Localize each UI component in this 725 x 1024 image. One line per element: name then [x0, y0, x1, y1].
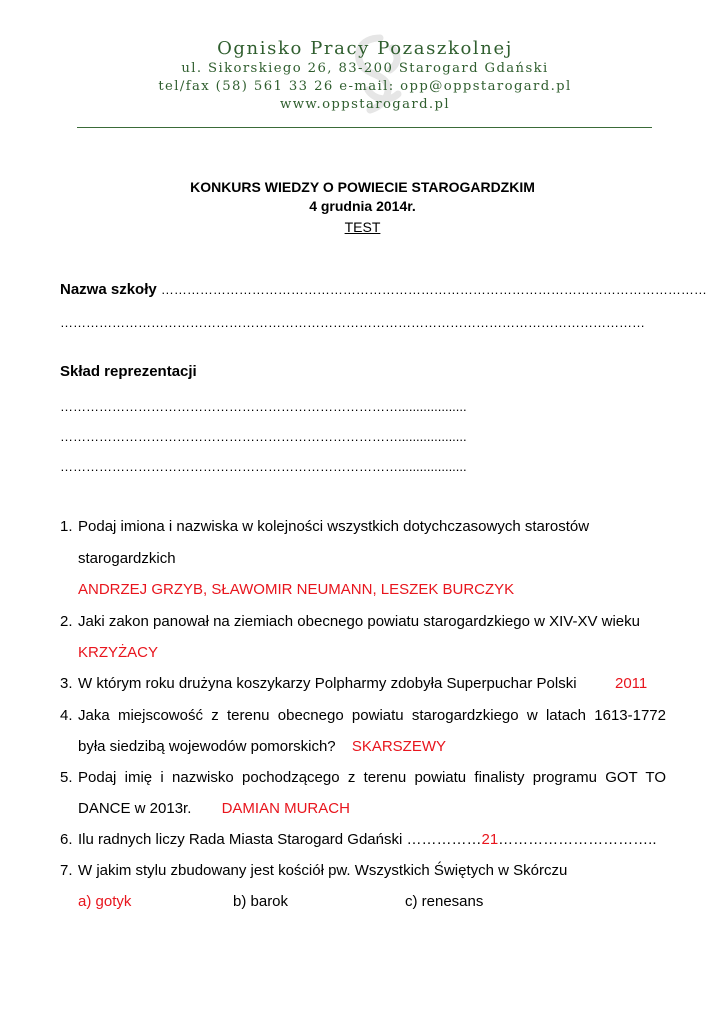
- school-name-blank: ………………………………………………………………………………………………………………: [160, 282, 707, 297]
- team-member-blank: ……………………………………………………………………...................: [60, 429, 467, 444]
- question-text: W którym roku drużyna koszykarzy Polpharmy zdobyła Superpuchar Polski: [78, 675, 577, 692]
- contest-date: 4 grudnia 2014r.: [309, 198, 416, 214]
- answer-option: b) barok: [233, 893, 289, 910]
- answer-blank: …………………………..: [498, 831, 657, 848]
- school-name-row: [60, 280, 707, 300]
- question-text: Jaka miejscowość z terenu obecnego powiatu starogardzkiego w latach 1613-1772: [78, 707, 666, 724]
- question-answer: SKARSZEWY: [351, 738, 446, 755]
- question-number: 4.: [60, 707, 73, 724]
- question-4: [60, 706, 666, 762]
- organization-contact: tel/fax (58) 561 33 26 e-mail: opp@oppstarogard.pl: [158, 79, 572, 94]
- question-answer: 21: [481, 831, 499, 848]
- question-text-cont: [78, 799, 666, 819]
- question-text: Podaj imię i nazwisko pochodzącego z terenu powiatu finalisty programu GOT TO: [78, 769, 666, 786]
- question-text: W jakim stylu zbudowany jest kościół pw. Wszystkich Świętych w Skórczu: [78, 862, 568, 879]
- organization-website: www.oppstarogard.pl: [280, 97, 450, 112]
- school-name-label: Nazwa szkoły: [60, 281, 157, 298]
- question-number: 2.: [60, 613, 73, 630]
- question-answer: 2011: [615, 675, 648, 692]
- question-1: [60, 517, 666, 607]
- organization-address: ul. Sikorskiego 26, 83-200 Starogard Gdański: [181, 61, 549, 76]
- question-6: [60, 830, 666, 854]
- question-text: [78, 830, 666, 850]
- answer-option: c) renesans: [405, 893, 484, 910]
- question-number: 3.: [60, 675, 73, 692]
- team-member-blank: ……………………………………………………………………...................: [60, 459, 467, 474]
- question-5: [60, 768, 666, 824]
- answer-option-selected: a) gotyk: [78, 893, 132, 910]
- header-divider: [77, 127, 652, 128]
- question-text-cont: starogardzkich: [78, 550, 176, 567]
- question-2: [60, 612, 666, 668]
- question-text-line: była siedzibą wojewodów pomorskich?: [78, 738, 336, 755]
- question-number: 1.: [60, 518, 73, 535]
- question-answer: DAMIAN MURACH: [221, 800, 350, 817]
- question-text-line: Ilu radnych liczy Rada Miasta Starogard Gdański ……………: [78, 831, 482, 848]
- question-text: Podaj imiona i nazwiska w kolejności wszystkich dotychczasowych starostów: [78, 518, 590, 535]
- letterhead: [80, 38, 650, 114]
- document-type: TEST: [344, 219, 381, 235]
- question-answer: KRZYŻACY: [78, 644, 159, 661]
- contest-title: KONKURS WIEDZY O POWIECIE STAROGARDZKIM: [190, 179, 535, 195]
- question-7: [60, 861, 666, 917]
- question-text: Jaki zakon panował na ziemiach obecnego powiatu starogardzkiego w XIV-XV wieku: [78, 613, 640, 630]
- question-text-line: DANCE w 2013r.: [78, 800, 192, 817]
- team-member-blank: ……………………………………………………………………...................: [60, 399, 467, 414]
- school-name-blank-2: ………………………………………………………………………………………………………………………: [60, 315, 645, 330]
- question-number: 6.: [60, 831, 73, 848]
- team-label: Skład reprezentacji: [60, 363, 197, 380]
- question-number: 5.: [60, 769, 73, 786]
- organization-name: Ognisko Pracy Pozaszkolnej: [217, 38, 513, 59]
- question-3: [60, 674, 666, 698]
- question-answer: ANDRZEJ GRZYB, SŁAWOMIR NEUMANN, LESZEK BURCZYK: [78, 581, 515, 598]
- question-number: 7.: [60, 862, 73, 879]
- question-text-cont: [78, 737, 666, 757]
